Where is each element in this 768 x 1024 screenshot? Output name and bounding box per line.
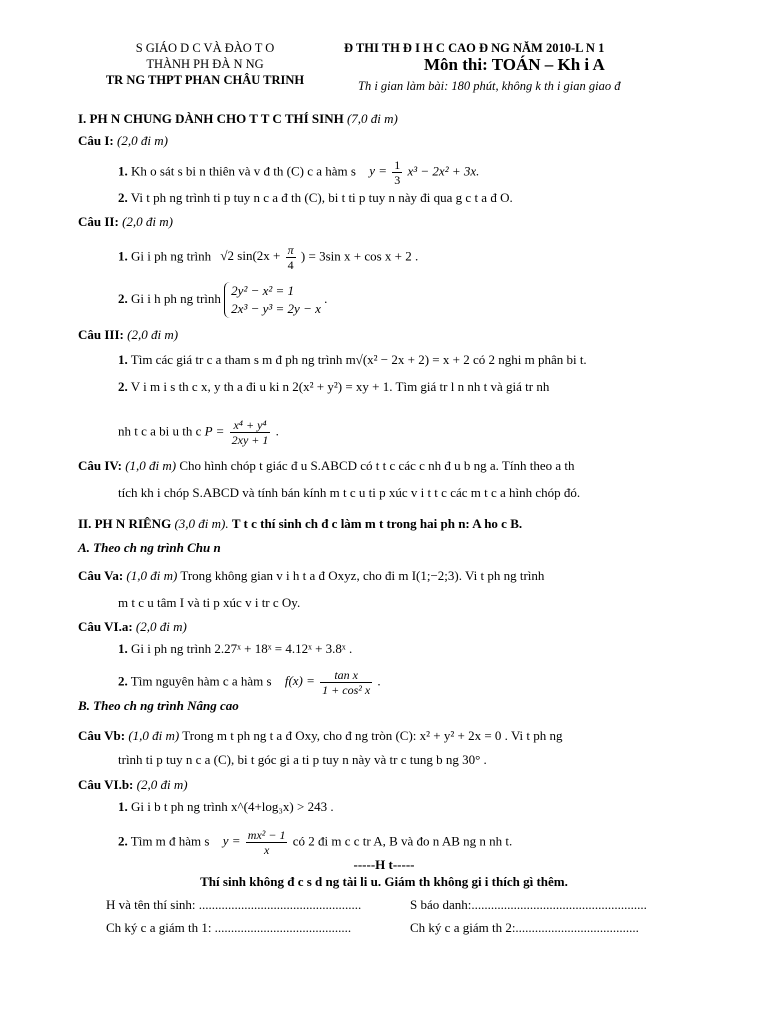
equation-system [224,282,321,318]
part2-heading [78,516,522,532]
part1-points: (7,0 đi m) [346,111,398,126]
item-text: Kh o sát s bi n thiên và v đ th (C) c a hàm s [131,163,356,179]
q4-line1 [78,458,575,474]
q4-points: (1,0 đi m) [125,458,177,473]
equation-part: ) = 3sin x + cos x + 2 . [300,248,419,264]
invigilator2-signature-field: Ch ký c a giám th 2:...................................... [410,920,639,935]
part1-heading [78,111,398,127]
subject-title: Môn thi: TOÁN – Kh i A [424,55,605,74]
q3-item2 [118,379,549,395]
q6b-item1 [118,799,334,815]
fraction [392,158,402,187]
equation-part: f(x) = [284,673,315,689]
candidate-number-field: S báo danh:...................................................... [410,897,647,912]
q6a-item1 [118,641,352,657]
item-number: 1. [118,352,128,367]
q3-points: (2,0 đi m) [127,327,179,342]
part2-instruction: T t c thí sinh ch đ c làm m t trong hai ph n: A ho c B. [231,516,523,531]
q6a-item2 [118,668,381,697]
school-name: TR NG THPT PHAN CHÂU TRINH [105,73,305,87]
q5b-line2: trình ti p tuy n c a (C), bi t góc gi a ti p tuy n này và tr c tung b ng 30° . [118,752,487,767]
q5a-points: (1,0 đi m) [126,568,178,583]
item-text: V i m i s th c x, y th a đi u ki n 2(x² + y²) = xy + 1. Tìm giá tr l n nh t và giá tr nh [130,379,550,394]
q6a-points: (2,0 đi m) [135,619,187,634]
q5a-line1 [78,568,544,584]
item-number: 1. [118,799,128,814]
item-number: 2. [118,379,128,394]
q2-heading [78,214,173,230]
q1-item2 [118,190,513,206]
department-name: S GIÁO D C VÀ ĐÀO T O [135,41,275,55]
punctuation: . [377,673,381,689]
end-marker: -----H t----- [353,857,415,872]
q2-label: Câu II: [78,214,119,229]
item-text: Tìm nguyên hàm c a hàm s [130,673,272,689]
fraction-den: 3 [394,173,401,187]
system-equation-2: 2x³ − y³ = 2y − x [231,301,321,316]
equation-part: P = [204,423,225,439]
item-number: 2. [118,673,128,689]
system-equation-1: 2y² − x² = 1 [231,283,295,298]
fraction-num: x⁴ + y⁴ [230,418,271,433]
exam-note: Thí sinh không đ c s d ng tài li u. Giám th không gi i thích gì thêm. [200,874,568,889]
q2-item2 [118,282,327,318]
item-number: 2. [118,833,128,849]
q1-points: (2,0 đi m) [117,133,168,148]
fraction [320,668,372,697]
item-text: có 2 đi m c c tr A, B và đo n AB ng n nh t. [292,833,513,849]
q2-points: (2,0 đi m) [122,214,173,229]
fraction-den: 4 [287,258,294,272]
fraction-den: 2xy + 1 [231,433,269,447]
item-text: Tìm m đ hàm s [130,833,210,849]
exam-duration: Th i gian làm bài: 180 phút, không k th i gian giao đ [358,79,621,93]
q6b-points: (2,0 đi m) [136,777,188,792]
q3-item1 [118,352,587,368]
item-number: 1. [118,248,128,264]
q3-heading [78,327,178,343]
punctuation: . [275,423,279,439]
invigilator1-signature-field: Ch ký c a giám th 1: .......................................... [106,920,352,935]
fraction-num: 1 [394,158,401,172]
part2-points: (3,0 đi m). [174,516,229,531]
q6a-label: Câu VI.a: [78,619,133,634]
item-number: 1. [118,641,128,656]
fraction-num: tan x [320,668,372,683]
part1-title: I. PH N CHUNG DÀNH CHO T T C THÍ SINH [78,111,344,126]
fraction-den: 1 + cos² x [322,683,371,697]
item-text: nh t c a bi u th c [118,423,202,439]
q1-label: Câu I: [78,133,114,148]
fraction [246,828,288,857]
fraction-den: x [263,843,270,857]
section-b-title: B. Theo ch ng trình Nâng cao [78,698,239,713]
q6b-label: Câu VI.b: [78,777,134,792]
item-number: 2. [118,190,128,205]
equation-part: y = [222,833,241,849]
section-a-title: A. Theo ch ng trình Chu n [78,540,221,555]
q4-line2: tích kh i chóp S.ABCD và tính bán kính m t c u ti p xúc v i t t c các m t c a hình chóp đó. [118,485,581,500]
item-text: Gi i ph ng trình [131,248,212,264]
q2-item1 [118,243,418,272]
equation-part: x³ − 2x² + 3x. [407,163,480,179]
city-name: THÀNH PH ĐÀ N NG [146,57,264,71]
q5b-line1 [78,728,563,744]
q3-label: Câu III: [78,327,124,342]
q5a-label: Câu Va: [78,568,124,583]
item-number: 1. [118,163,128,179]
q5b-text: Trong m t ph ng t a đ Oxy, cho đ ng tròn (C): x² + y² + 2x = 0 . Vi t ph ng [182,728,563,743]
item-text: Tìm các giá tr c a tham s m đ ph ng trình m√(x² − 2x + 2) = x + 2 có 2 nghi m phân bi t. [130,352,587,367]
fraction-num: π [287,243,294,257]
candidate-name-field: H và tên thí sinh: .................................................. [106,897,362,912]
fraction [286,243,296,272]
q1-heading [78,133,168,149]
q5a-line2: m t c u tâm I và ti p xúc v i tr c Oy. [118,595,301,610]
punctuation: . [324,290,328,306]
equation-part: √2 sin(2x + [220,248,281,264]
item-text: Gi i h ph ng trình [131,290,221,306]
equation-part: y = [369,163,387,179]
q4-label: Câu IV: [78,458,122,473]
q6a-heading [78,619,187,635]
item-text: Gi i b t ph ng trình x^(4+log₃x) > 243 . [131,799,334,814]
q1-item1 [118,158,479,187]
q3-item2-cont [118,418,279,447]
q6b-item2 [118,828,512,857]
fraction [230,418,271,447]
exam-title: Đ THI TH Đ I H C CAO Đ NG NĂM 2010-L N 1 [344,41,605,55]
q6b-heading [78,777,188,793]
item-number: 2. [118,290,128,306]
part2-title: II. PH N RIÊNG [78,516,172,531]
fraction-num: mx² − 1 [247,828,286,842]
item-text: Vi t ph ng trình ti p tuy n c a đ th (C), bi t ti p tuy n này đi qua g c t a đ O. [130,190,513,205]
item-text: Gi i ph ng trình 2.27ˣ + 18ˣ = 4.12ˣ + 3.8ˣ . [131,641,353,656]
q5a-text: Trong không gian v i h t a đ Oxyz, cho đi m I(1;−2;3). Vi t ph ng trình [180,568,545,583]
q4-text: Cho hình chóp t giác đ u S.ABCD có t t c các c nh đ u b ng a. Tính theo a th [179,458,575,473]
q5b-points: (1,0 đi m) [128,728,180,743]
q5b-label: Câu Vb: [78,728,126,743]
